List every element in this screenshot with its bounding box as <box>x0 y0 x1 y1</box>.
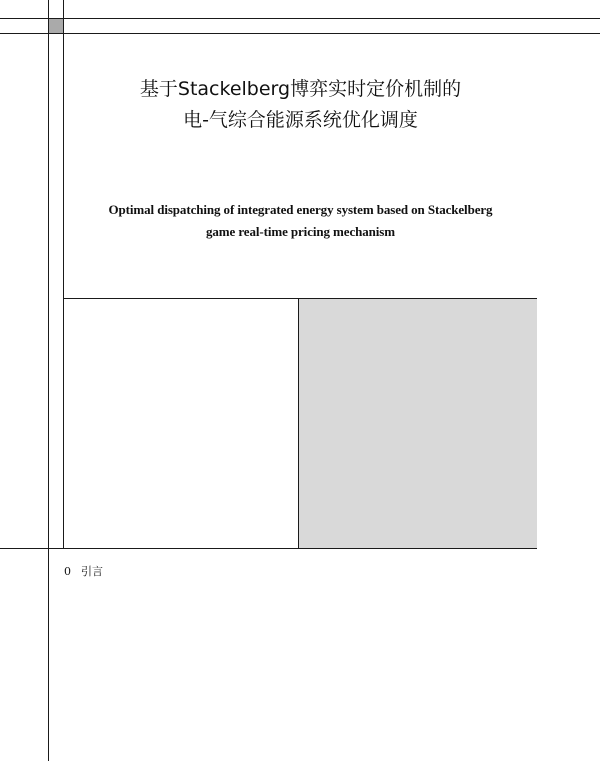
chinese-title-line-1: 基于Stackelberg博弈实时定价机制的 <box>139 78 462 100</box>
section-heading-introduction <box>64 564 103 580</box>
english-title-line-1: Optimal dispatching of integrated energy system based on Stackelberg <box>108 202 493 217</box>
abstract-left-panel <box>64 299 298 548</box>
abstract-bottom-rule <box>0 548 537 549</box>
section-title: 引言 <box>81 565 103 578</box>
margin-rule-outer <box>48 0 49 761</box>
chinese-title-line-2: 电-气综合能源系统优化调度 <box>183 109 418 131</box>
corner-marker <box>49 19 63 33</box>
abstract-right-panel <box>299 299 537 548</box>
section-number: 0 <box>64 565 71 578</box>
header-rule-top <box>0 18 600 19</box>
english-title-line-2: game real-time pricing mechanism <box>206 224 395 239</box>
header-rule-bottom <box>0 33 600 34</box>
